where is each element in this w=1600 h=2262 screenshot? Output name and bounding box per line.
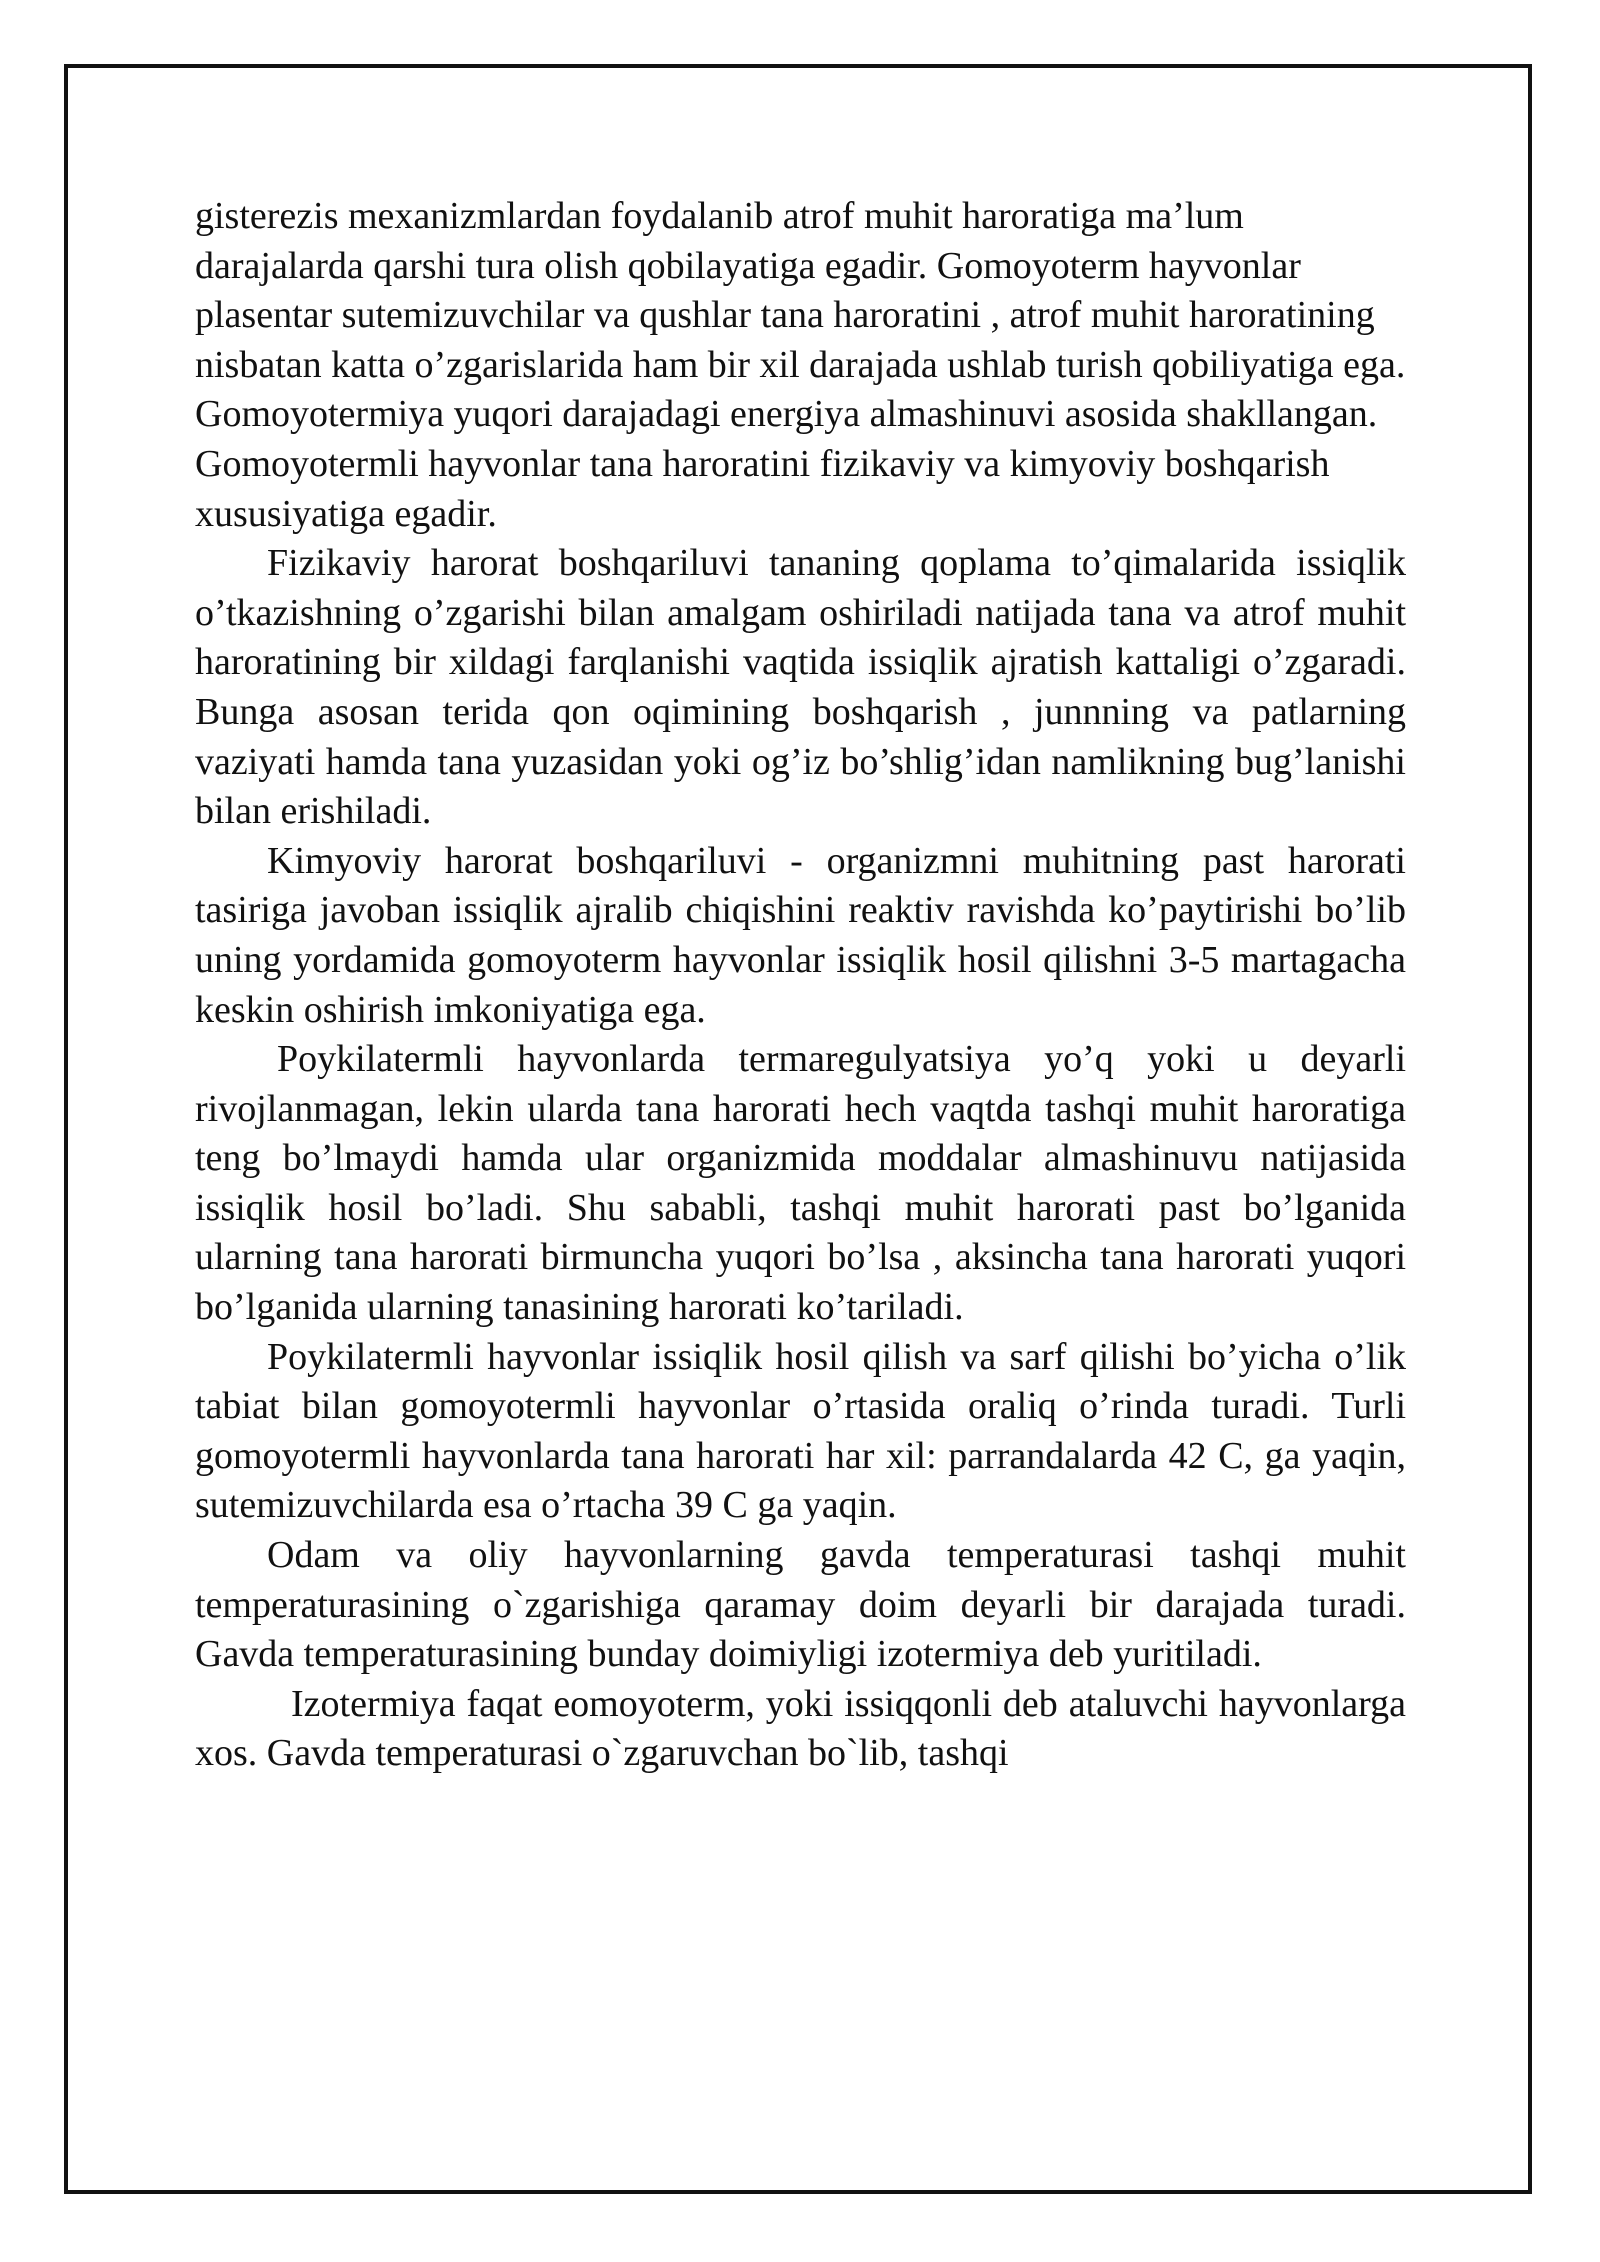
paragraph-4: Poykilatermli hayvonlarda termaregulyatsiya yo’q yoki u deyarli rivojlanmagan, lekin ularda tana harorati hech vaqtda tashqi muhit haroratiga teng bo’lmaydi hamda ular organizmida moddalar almashinuvu natijasida issiqlik hosil bo’ladi. Shu sababli, tashqi muhit harorati past bo’lganida ularning tana harorati birmuncha yuqori bo’lsa , aksincha tana harorati yuqori bo’lganida ularning tanasining harorati ko’tariladi. bbox=[195, 1038, 1406, 1329]
paragraph-5: Poykilatermli hayvonlar issiqlik hosil qilish va sarf qilishi bo’yicha o’lik tabiat bilan gomoyotermli hayvonlar o’rtasida oraliq o’rinda turadi. Turli gomoyotermli hayvonlarda tana harorati har xil: parrandalarda 42 C, ga yaqin, sutemizuvchilarda esa o’rtacha 39 C ga yaqin. bbox=[195, 1335, 1406, 1527]
paragraph-2: Fizikaviy harorat boshqariluvi tananing qoplama to’qimalarida issiqlik o’tkazishning o’zgarishi bilan amalgam oshiriladi natijada tana va atrof muhit haroratining bir xildagi farqlanishi vaqtida issiqlik ajratish kattaligi o’zgaradi. Bunga asosan terida qon oqimining boshqarish , junnning va patlarning vaziyati hamda tana yuzasidan yoki og’iz bo’shlig’idan namlikning bug’lanishi bilan erishiladi. bbox=[195, 542, 1406, 833]
paragraph-1: gisterezis mexanizmlardan foydalanib atrof muhit haroratiga ma’lum darajalarda qarshi tura olish qobilayatiga egadir. Gomoyoterm hayvonlar plasentar sutemizuvchilar va qushlar tana haroratini , atrof muhit haroratining nisbatan katta o’zgarislarida ham bir xil darajada ushlab turish qobiliyatiga ega. Gomoyotermiya yuqori darajadagi energiya almashinuvi asosida shakllangan. Gomoyotermli hayvonlar tana haroratini fizikaviy va kimyoviy boshqarish xususiyatiga egadir. bbox=[195, 195, 1406, 535]
paragraph-7: Izotermiya faqat eomoyoterm, yoki issiqqonli deb ataluvchi hayvonlarga xos. Gavda temperaturasi o`zgaruvchan bo`lib, tashqi bbox=[195, 1682, 1406, 1775]
document-body bbox=[195, 192, 1406, 1779]
paragraph-3: Kimyoviy harorat boshqariluvi - organizmni muhitning past harorati tasiriga javoban issiqlik ajralib chiqishini reaktiv ravishda ko’paytirishi bo’lib uning yordamida gomoyoterm hayvonlar issiqlik hosil qilishni 3-5 martagacha keskin oshirish imkoniyatiga ega. bbox=[195, 839, 1406, 1031]
paragraph-6: Odam va oliy hayvonlarning gavda temperaturasi tashqi muhit temperaturasining o`zgarishiga qaramay doim deyarli bir darajada turadi. Gavda temperaturasining bunday doimiyligi izotermiya deb yuritiladi. bbox=[195, 1534, 1406, 1676]
